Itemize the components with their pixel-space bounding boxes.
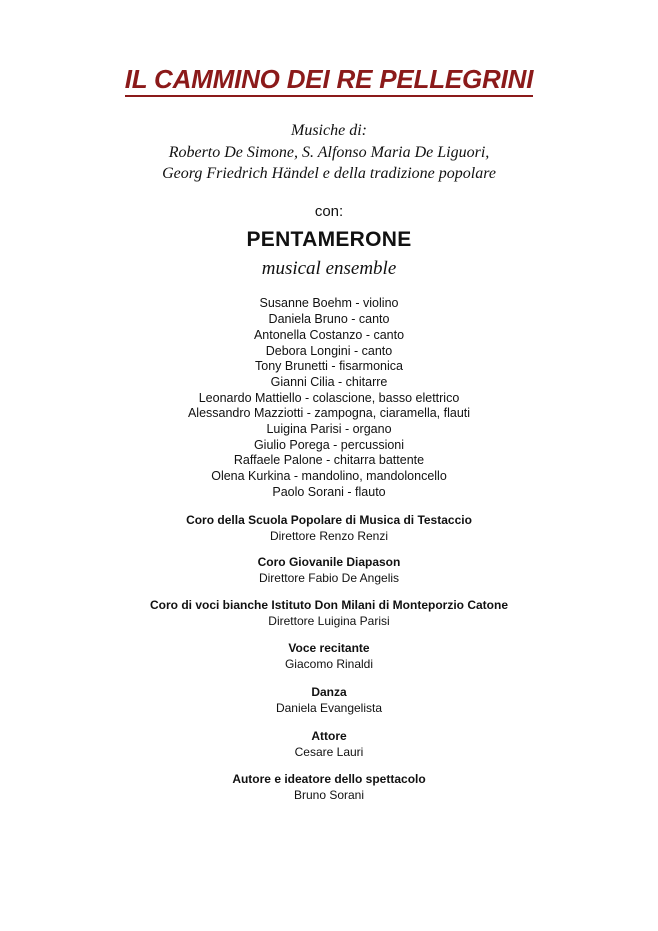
credit-detail: Direttore Fabio De Angelis — [258, 571, 400, 585]
member-item: Leonardo Mattiello - colascione, basso elettrico — [198, 391, 460, 405]
member-item: Alessandro Mazziotti - zampogna, ciaramella, flauti — [187, 406, 471, 420]
credit-heading: Coro della Scuola Popolare di Musica di Testaccio — [186, 513, 472, 527]
credit-heading: Autore e ideatore dello spettacolo — [232, 772, 426, 786]
composers-line-1: Roberto De Simone, S. Alfonso Maria De Liguori, — [168, 144, 490, 161]
ensemble-name: PENTAMERONE — [246, 228, 412, 251]
member-item: Olena Kurkina - mandolino, mandoloncello — [211, 469, 447, 483]
member-item: Gianni Cilia - chitarre — [270, 375, 388, 389]
member-item: Luigina Parisi - organo — [266, 422, 392, 436]
program-title — [0, 64, 658, 95]
credit-heading: Danza — [311, 685, 347, 699]
credit-detail: Giacomo Rinaldi — [284, 657, 374, 671]
credit-heading: Coro Giovanile Diapason — [257, 555, 401, 569]
credit-heading: Attore — [311, 729, 347, 743]
ensemble-subtitle: musical ensemble — [261, 258, 397, 279]
credit-detail: Direttore Luigina Parisi — [268, 614, 390, 628]
music-label: Musiche di: — [291, 122, 367, 139]
credit-detail: Cesare Lauri — [294, 745, 364, 759]
credit-detail: Direttore Renzo Renzi — [269, 529, 389, 543]
member-item: Paolo Sorani - flauto — [272, 485, 386, 499]
credit-heading: Voce recitante — [288, 641, 370, 655]
member-item: Susanne Boehm - violino — [259, 296, 399, 310]
member-item: Debora Longini - canto — [265, 344, 393, 358]
member-item: Tony Brunetti - fisarmonica — [255, 359, 403, 373]
member-item: Daniela Bruno - canto — [268, 312, 390, 326]
program-title-text: IL CAMMINO DEI RE PELLEGRINI — [125, 64, 534, 97]
member-item: Raffaele Palone - chitarra battente — [233, 453, 425, 467]
credit-heading: Coro di voci bianche Istituto Don Milani di Monteporzio Catone — [150, 598, 508, 612]
with-label: con: — [314, 203, 344, 220]
composers-line-2: Georg Friedrich Händel e della tradizione popolare — [162, 165, 496, 182]
member-item: Antonella Costanzo - canto — [253, 328, 405, 342]
credit-detail: Daniela Evangelista — [275, 701, 383, 715]
member-item: Giulio Porega - percussioni — [253, 438, 405, 452]
credit-detail: Bruno Sorani — [293, 788, 365, 802]
